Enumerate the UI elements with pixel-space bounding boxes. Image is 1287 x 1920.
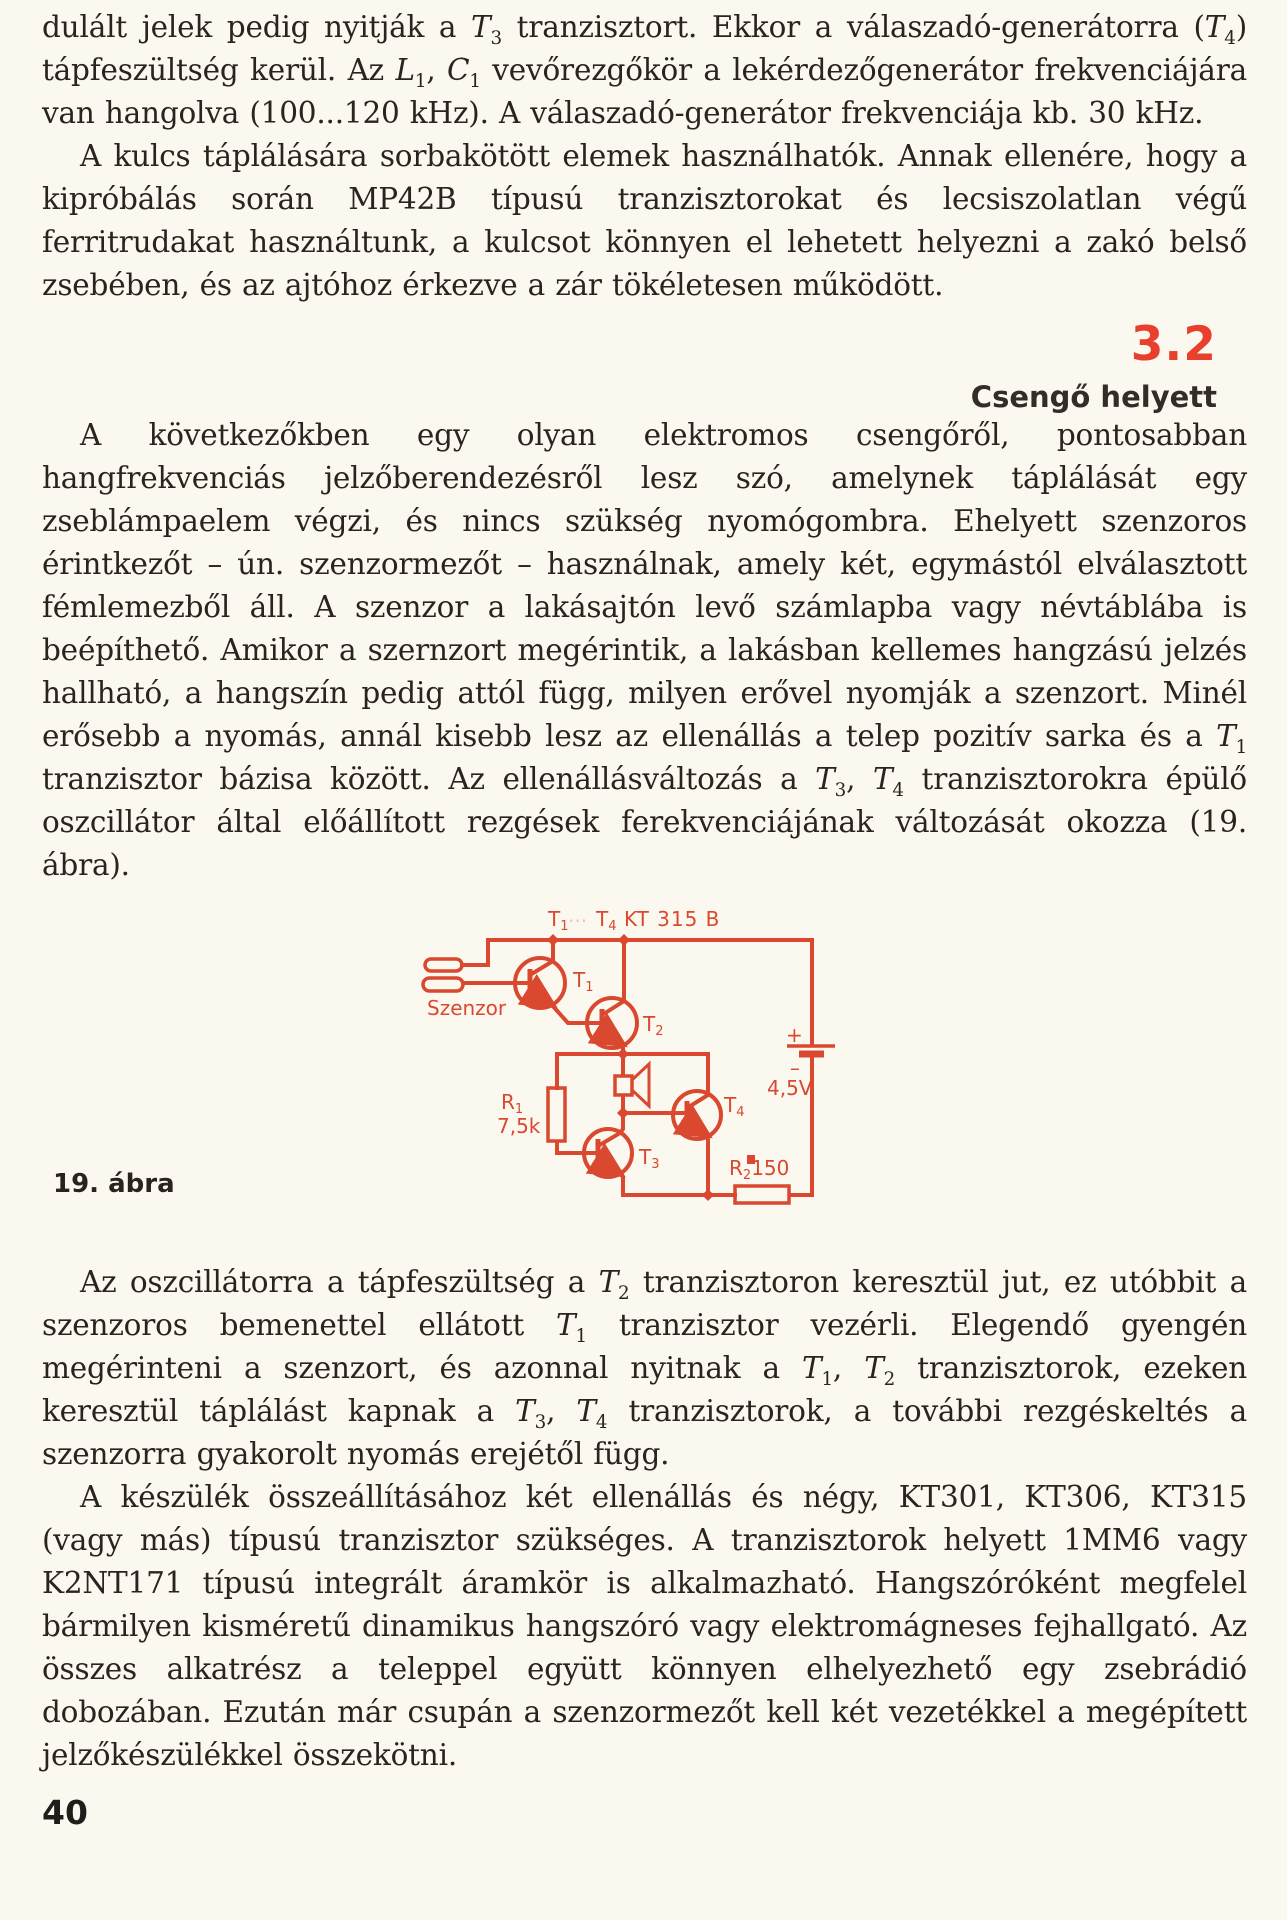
label-t2: $T_2$ <box>643 1012 664 1039</box>
t4-emitter <box>687 1122 706 1134</box>
section-title: Csengő helyett <box>970 380 1217 414</box>
t4-collector-lead <box>687 1054 708 1108</box>
page-number: 40 <box>42 1793 88 1832</box>
resistor-r1-symbol <box>548 1088 597 1153</box>
battery-voltage-label: 4,5V <box>767 1076 813 1100</box>
paragraph-3: A következőkben egy olyan elektromos csengőről, pontosabban hangfrekvenciás jelzőberendezésről lesz szó, amelynek táplálását egy zseblámpaelem végzi, és nincs szükség nyomógombra. Ehelyett szenzoros érintkezőt – ún. szenzormezőt – használnak, amely két, egymástól elválasztott fémlemezből áll. A szenzor a lakásajtón levő számlapba vagy névtáblába is beépíthető. Amikor a szernzort megérintik, a lakásban kellemes hangzású jelzés hallható, a hangszín pedig attól függ, milyen erővel nyomják a szenzort. Minél erősebb a nyomás, annál kisebb lesz az ellenállás a telep pozitív sarka és a $T_1$ tranzisztor bázisa között. Az ellenállásváltozás a $T_3$, $T_4$ tranzisztorokra épülő oszcillátor által előállított rezgések ferekvenciájának változását okozza (19. ábra). <box>42 418 1247 882</box>
t3-emitter-lead <box>619 1173 623 1195</box>
transistor-t2-symbol <box>587 940 637 1054</box>
sensor-contact-bottom <box>423 978 463 991</box>
sensor-contacts <box>423 959 463 991</box>
label-r1: $R_1$ <box>501 1090 524 1117</box>
junction-dot <box>547 934 559 946</box>
junction-dot <box>702 1189 714 1201</box>
title-dots: ··· <box>568 909 588 933</box>
paragraph-2: A kulcs táplálására sorbakötött elemek használhatók. Annak ellenére, hogy a kipróbálás során MP42B típusú tranzisztorokat és lecsiszolatlan végű ferritrudakat használtunk, a kulcsot könnyen el lehetett helyezni a zakó belső zsebében, és az ajtóhoz érkezve a zár tökéletesen működött. <box>42 139 1247 302</box>
label-title-t1: $T_1$ <box>548 907 569 934</box>
paragraph-5: A készülék összeállításához két ellenállás és négy, KT301, KT306, KT315 (vagy más) típusú tranzisztor szükséges. A tranzisztorok helyett 1MM6 vagy K2NT171 típusú integrált áramkör is alkalmazható. Hangszóróként megfelel bármilyen kisméretű dinamikus hangszóró vagy elektromágneses fejhallgató. Az összes alkatrész a teleppel együtt könnyen elhelyezhető egy zsebrádió dobozában. Ezután már csupán a szenzormezőt kell két vezetékkel a megépített jelzőkészülékkel összekötni. <box>42 1480 1247 1772</box>
label-transistor-type: KT 315 B <box>624 907 721 931</box>
junction-dot <box>618 934 630 946</box>
battery-symbol <box>787 1046 835 1054</box>
circuit-figure <box>42 903 1247 1213</box>
speaker-icon <box>615 1054 649 1113</box>
t2-emitter <box>602 1031 621 1043</box>
battery-minus-label: – <box>790 1056 800 1080</box>
label-t3: $T_3$ <box>639 1145 660 1172</box>
t4-emitter-lead <box>706 1134 708 1195</box>
junction-dot <box>617 1107 629 1119</box>
paragraph-1: dulált jelek pedig nyitják a $T_3$ tranzisztort. Ekkor a válaszadó-generátorra $(T_4)$ tápfeszültség kerül. Az $L_1$, $C_1$ vevőrezgőkör a lekérdezőgenerátor frekvenciájára van hangolva (100...120 kHz). A válaszadó-generátor frekvenciája kb. 30 kHz. <box>42 10 1247 130</box>
sensor-contact-top <box>425 959 462 971</box>
sensor-label: Szenzor <box>427 996 507 1020</box>
label-r1-value: 7,5k <box>497 1114 541 1138</box>
section-heading <box>42 317 1247 414</box>
figure-caption: 19. ábra <box>53 1169 175 1199</box>
resistor-r2-symbol <box>735 1186 789 1203</box>
label-t4: $T_4$ <box>724 1093 745 1120</box>
battery-plus-label: + <box>786 1023 803 1047</box>
label-t1: $T_1$ <box>573 968 594 995</box>
section-number: 3.2 <box>1130 317 1217 372</box>
paragraph-4: Az oszcillátorra a tápfeszültség a $T_2$ tranzisztoron keresztül jut, ez utóbbit a szenzoros bemenettel ellátott $T_1$ tranzisztor vezérli. Elegendő gyengén megérinteni a szenzort, és azonnal nyitnak a $T_1$, $T_2$ tranzisztorok, ezeken keresztül táplálást kapnak a $T_3$, $T_4$ tranzisztorok, a további rezgéskeltés a szenzorra gyakorolt nyomás erejétől függ. <box>42 1265 1248 1471</box>
label-r2: $R_2150$ <box>729 1156 790 1183</box>
t2-collector-lead <box>602 940 624 1015</box>
junction-dot <box>617 1048 629 1060</box>
t1-emitter <box>530 991 551 1004</box>
page-content <box>42 6 1247 1832</box>
r1-bottom-lead <box>557 1141 597 1153</box>
label-title-t4: $T_4$ <box>596 907 617 934</box>
t3-emitter <box>598 1160 619 1173</box>
circuit-diagram <box>405 903 855 1213</box>
